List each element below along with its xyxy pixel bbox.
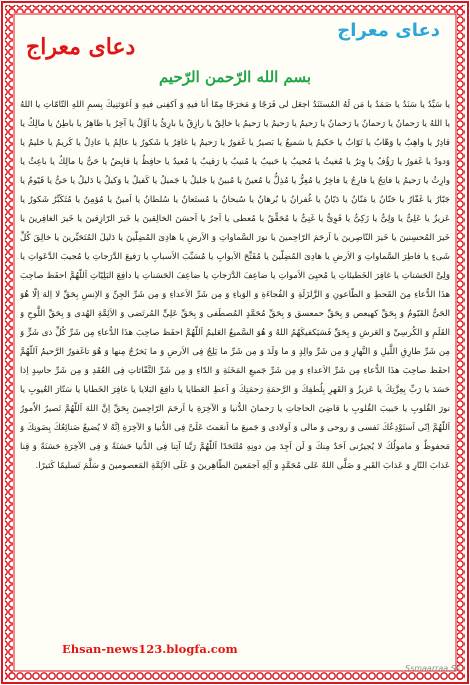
header-title-left: دعای معراج <box>26 34 136 60</box>
header-title-right: دعای معراج <box>337 20 440 41</box>
prayer-body-text: يا سَيِّدُ يا سَنَدُ يا صَمَدُ يا مَن لَهُ المُستَنَدُ اجعَل لى فَرَجًا وَ مَخرَجًا مِمّا أنا فيهِ وَ اَكفِنى فيهِ وَ اَغوَثنِيكَ بِسمِ اللهِ التّامّاتِ يا اللهُ يا اللهُ يا رَحمانُ يا رَحمانُ يا رَحمانُ يا رَحيمُ يا رَحيمُ يا رَحيمُ يا خالِقُ يا رازِقُ يا بارِئُ يا اَوَّلُ يا آخِرُ يا ظاهِرُ يا باطِنُ يا مالِكُ يا قادِرُ يا واهِبُ يا وَهّابُ يا تَوّابُ يا حَكيمُ يا سَميعُ يا بَصيرُ يا غَفورُ يا رَحيمُ يا غافِرُ يا شَكورُ يا عالِمُ يا عادِلُ يا كَريمُ يا حَليمُ يا وَدودُ يا غَفورُ يا رَؤُفُ يا وِترُ يا مُغيثُ يا مُجيبُ يا حَبيبُ يا مُنيبُ يا رَقيبُ يا مُعيدُ يا حافِظُ يا قابِضُ يا حَىُّ يا مالِكُ يا باعِثُ يا وارِثُ يا رَحيمُ يا فاتِحُ يا فارِجُ يا فاخِرُ يا مُعِزُّ يا مُذِلُّ يا مُعينُ يا مُبينُ يا جَليلُ يا جَميلُ يا كَفيلُ يا وَكيلُ يا دَليلُ يا حَىُّ يا قَيّومُ يا جَبّارُ يا غَفّارُ يا حَنّانُ يا مَنّانُ يا دَيّانُ يا غُفرانُ يا بُرهانُ يا سُبحانُ يا مُستَعانُ يا سُلطانُ يا اَمينُ يا مُؤمِنُ يا مُتَكَبِّرُ شَكورُ يا عَزيزُ يا عَلِىُّ يا وَلِىُّ يا زَكِىُّ يا قَوِىُّ يا غَنِىُّ يا مُحَقِّقُ يا مُعطى يا اَجرُ يا اَحسَنَ الخالِقينَ يا خَيرَ الرّازِقينَ يا خَيرَ الغافِرينَ يا خَيرَ المُحسِنينَ يا خَيرَ النّاصِرينَ يا اَرحَمَ الرّاحِمينَ يا نورَ السَّماواتِ وَ الاَرضِ يا هادِىَ المُضِلّينَ يا دَليلَ المُتَحَيِّرينَ يا خالِقَ كُلِّ شَىءٍ يا فاطِرَ السَّماواتِ وَ الاَرضِ يا هادِىَ المُضِلّينَ يا مُفَتِّحَ الاَبوابِ يا مُسَبِّبَ الاَسبابِ يا رَفيعَ الدَّرَجاتِ يا مُجيبَ الدَّعَواتِ يا وَلِىَّ الحَسَناتِ يا غافِرَ الخَطيئاتِ يا مُحيِىَ الاَمواتِ يا ضاعِفَ الدَّرَجاتِ يا ضاعِفَ الحَسَناتِ يا دافِعَ البَلِيّاتِ اَللّهُمَّ احفَظ صاحِبَ هذَا الدُّعاءِ مِنَ القَحطِ وَ الطّاعونِ وَ الزَّلزَلَةِ وَ الفُجاءَةِ وَ الوَباءِ وَ مِن شَرِّ الاَعداءِ وَ مِن شَرِّ الجِنِّ وَ الاِنسِ بِحَقِّ لا اِلهَ اِلّا هُوَ الحَىُّ القَيّومُ وَ بِحَقِّ كهيعص وَ بِحَقِّ حمعسق وَ بِحَقِّ مُحَمَّدٍ المُصطَفى وَ بِحَقِّ عَلِىٍّ المُرتَضى وَ الاَئِمَّةِ الهُدى وَ بِحَقِّ اللَّوحِ وَ القَلَمِ وَ الكُرسِىِّ وَ العَرشِ وَ بِحَقِّ فَسَيَكفيكَهُمُ اللهُ وَ هُوَ السَّميعُ العَليمُ اَللّهُمَّ احفَظ صاحِبَ هذَا الدُّعاءِ مِن شَرِّ كُلِّ ذى شَرٍّ وَ مِن شَرِّ طارِقِ اللَّيلِ وَ النَّهارِ وَ مِن شَرِّ والِدٍ وَ ما وَلَدَ وَ مِن شَرِّ ما يَلِجُ فِى الاَرضِ وَ ما يَخرُجُ مِنها وَ هُوَ تاغَفورُ الرَّحيمُ اَللّهُمَّ احفَظ صاحِبَ هذَا الدُّعاءِ مِن شَرِّ الاَعداءِ وَ مِن شَرِّ جَميعِ المَخَنَةِ وَ الدّاءِ وَ مِن شَرِّ النَّفّاثاتِ فِى العُقَدِ وَ مِن شَرِّ حاسِدٍ اِذا حَسَدَ يا رَبِّ بِعِزَّتِكَ يا عَزيزُ وَ القَهرِ بِلُطفِكَ وَ الرَّحمَةِ رَحمَتِكَ وَ اَعطِ العَطايا يا دافِعَ البَلايا يا غافِرَ الخَطايا يا سَتّارَ العُيوبِ يا نورَ القُلوبِ يا حَبيبَ القُلوبِ يا قاضِىَ الحاجاتِ يا رَحمانَ الدُّنيا وَ الآخِرَةِ يا اَرحَمَ الرّاحِمينَ بِحَقِّ اِنَّ اللهَ اَللّهُمَّ تَصيرُ الاُمورُ اَللّهُمَّ اِنّى اَستَوْدِعُكَ نَفسى وَ روحى وَ مالى وَ اَولادى وَ جَميعَ ما اَنعَمتَ عَلَىَّ فِى الدُّنيا وَ الآخِرَةِ اِنَّهُ لا يُضيعُ صَنائِعُكَ بِصَونِكَ وَ مَحفوظٌ وَ مامولُكَ لا يُجيرُنى اَحَدٌ مِنكَ وَ لَن اَجِدَ مِن دونِهِ مُلتَحَدًا اَللّهُمَّ رَبَّنا آتِنا فِى الدُّنيا حَسَنَةً وَ فِى الآخِرَةِ حَسَنَةً وَ قِنا عَذابَ النّارِ وَ عَذابَ القَبرِ وَ صَلَّى اللهُ عَلى مُحَمَّدٍ وَ آلِهِ اَجمَعينَ الطّاهِرينَ وَ عَلَى الاَئِمَّةِ المَعصومينَ وَ سَلَّمَ تَسليمًا كَثيرًا. <box>20 100 450 471</box>
watermark-text: Ssmaarraa.Ss <box>404 664 460 673</box>
website-url[interactable]: Ehsan-news123.blogfa.com <box>62 642 238 656</box>
basmala-heading: بسم الله الرّحمن الرّحيم <box>158 68 312 86</box>
